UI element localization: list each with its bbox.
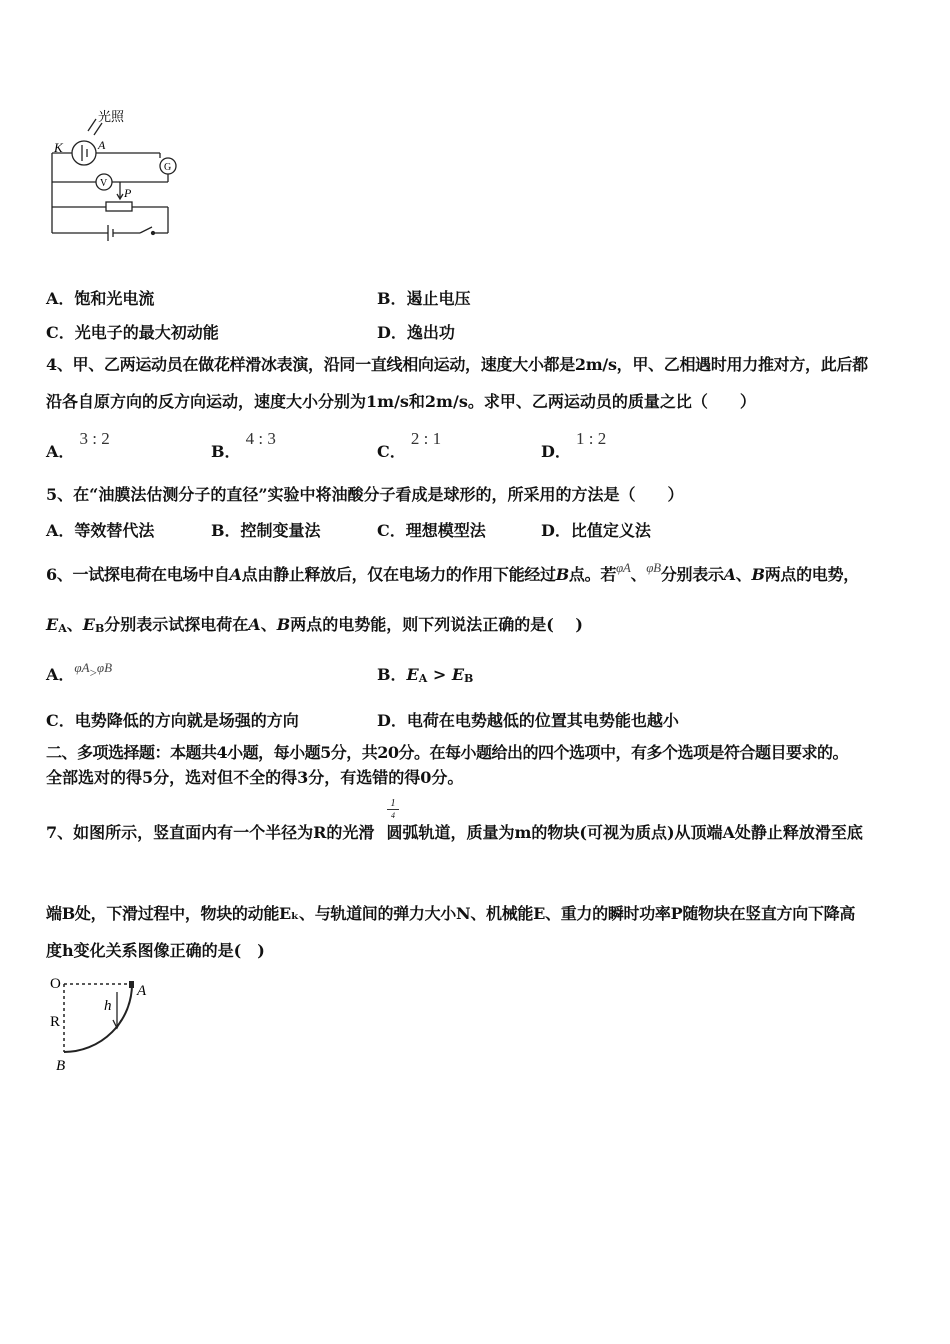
h-label: h	[104, 998, 112, 1014]
q4-option-c	[377, 426, 442, 461]
light-arrow	[88, 119, 96, 131]
q6-energy-b: E	[82, 615, 95, 634]
q6-text: 、	[66, 615, 83, 634]
q6-option-c: C．电势降低的方向就是场强的方向	[46, 711, 299, 730]
a-label: A	[137, 983, 147, 999]
q7-line2: 端B处，下滑过程中，物块的动能Eₖ、与轨道间的弹力大小N、机械能E、重力的瞬时功率P随物块在竖直方向下降高	[46, 904, 856, 923]
phototube	[72, 141, 96, 165]
q6-option-b-ea-sub: A	[418, 672, 428, 685]
r-label: R	[50, 1014, 61, 1030]
v-label: V	[100, 178, 108, 189]
q6-option-b-eb: E	[451, 665, 465, 684]
q6-text: 点由静止释放后，仅在电场力的作用下能经过	[241, 565, 556, 584]
q6-text: 两点的电势，	[764, 565, 859, 584]
q5-line1: 5、在“油膜法估测分子的直径”实验中将油酸分子看成是球形的，所采用的方法是（ ）	[46, 485, 684, 504]
q6-text: 分别表示试探电荷在	[104, 615, 249, 634]
q7-text: 7、如图所示，竖直面内有一个半径为R的光滑	[46, 823, 375, 842]
q6-line1	[46, 560, 859, 587]
q6-text: 两点的电势能，则下列说法正确的是( )	[290, 615, 583, 634]
arc-track	[64, 984, 132, 1052]
q6-option-b-eb-sub: B	[464, 672, 474, 685]
q6-text: 分别表示	[660, 565, 724, 584]
q6-option-d: D．电荷在电势越低的位置其电势能也越小	[377, 711, 679, 730]
q3-option-c: C．光电子的最大初动能	[46, 323, 219, 342]
q6-point-b: B	[276, 615, 291, 634]
p-label: P	[124, 186, 132, 200]
q4-line2: 沿各自原方向的反方向运动，速度大小分别为1m/s和2m/s。求甲、乙两运动员的质量之比（ ）	[46, 392, 756, 411]
q4-option-c-value: 2 : 1	[410, 429, 442, 448]
q6-option-b	[377, 662, 473, 685]
q6-option-a-phi-b: φB	[96, 660, 113, 675]
light-arrow	[94, 123, 102, 135]
q4-option-a-value: 3 : 2	[79, 429, 110, 448]
q6-point-b: B	[751, 565, 765, 584]
q6-option-b-ea: E	[406, 665, 419, 684]
q6-energy-a-sub: A	[58, 622, 67, 635]
a-label: A	[98, 138, 106, 152]
q7-line3: 度h变化关系图像正确的是( )	[46, 941, 265, 960]
q4-option-c-letter: C．	[377, 442, 406, 461]
q5-option-a: A．等效替代法	[46, 521, 155, 540]
q4-line1: 4、甲、乙两运动员在做花样滑冰表演，沿同一直线相向运动，速度大小都是2m/s，甲、乙相遇时用力推对方，此后都	[46, 355, 868, 374]
q6-energy-a: E	[46, 615, 59, 634]
quarter-arc-track-figure	[44, 970, 164, 1080]
k-label: K	[54, 140, 63, 155]
q6-line2	[46, 614, 583, 640]
q6-text: 点。若	[568, 565, 617, 584]
q6-option-b-letter: B．	[377, 665, 407, 684]
block	[129, 981, 134, 988]
q3-option-a: A．饱和光电流	[46, 289, 155, 308]
q4-option-d-value: 1 : 2	[575, 429, 607, 448]
q7-fraction-denominator: 4	[387, 809, 399, 821]
q6-phi-a: φA	[616, 560, 631, 575]
q6-point-b: B	[555, 565, 569, 584]
q7-fraction-numerator: 1	[390, 798, 396, 809]
g-label: G	[164, 162, 172, 173]
q3-option-d: D．逸出功	[377, 323, 455, 342]
rheostat	[106, 202, 132, 211]
q6-point-a: A	[723, 565, 736, 584]
q6-option-a-gt: >	[89, 665, 97, 680]
light-label: 光照	[98, 109, 125, 124]
q4-option-d	[541, 426, 607, 461]
q6-option-a	[46, 654, 113, 684]
q6-energy-b-sub: B	[94, 622, 105, 635]
q6-option-a-phi-a: φA	[74, 660, 90, 675]
q7-fraction	[387, 798, 399, 821]
section2-line1: 二、多项选择题：本题共4小题，每小题5分，共20分。在每小题给出的四个选项中，有多个选项是符合题目要求的。	[46, 743, 849, 762]
q6-phi-b: φB	[646, 560, 661, 575]
q6-point-a: A	[248, 615, 261, 634]
q5-option-c: C．理想模型法	[377, 521, 486, 540]
q5-option-d: D．比值定义法	[541, 521, 651, 540]
q7-line1	[46, 822, 863, 844]
photoelectric-circuit-figure	[40, 105, 190, 245]
q6-text: 、	[735, 565, 752, 584]
q6-point-a: A	[229, 565, 242, 584]
o-label: O	[50, 976, 61, 992]
q4-option-b	[211, 426, 276, 461]
q4-option-a-letter: A．	[46, 442, 75, 461]
q5-option-b: B．控制变量法	[211, 521, 321, 540]
q6-text: 6、一试探电荷在电场中自	[46, 565, 230, 584]
q4-option-a	[46, 426, 110, 461]
section2-line2: 全部选对的得5分，选对但不全的得3分，有选错的得0分。	[46, 768, 464, 787]
switch	[140, 227, 152, 233]
q6-text: 、	[630, 565, 647, 584]
q4-option-b-letter: B．	[211, 442, 241, 461]
b-label: B	[56, 1058, 66, 1074]
q7-text: 圆弧轨道，质量为m的物块(可视为质点)从顶端A处静止释放滑至底	[386, 823, 863, 842]
q6-text: 、	[260, 615, 277, 634]
q3-option-b: B．遏止电压	[377, 289, 471, 308]
q6-option-b-gt: >	[427, 665, 452, 684]
q4-option-d-letter: D．	[541, 442, 571, 461]
q4-option-b-value: 4 : 3	[245, 429, 276, 448]
q6-option-a-letter: A．	[46, 665, 75, 684]
